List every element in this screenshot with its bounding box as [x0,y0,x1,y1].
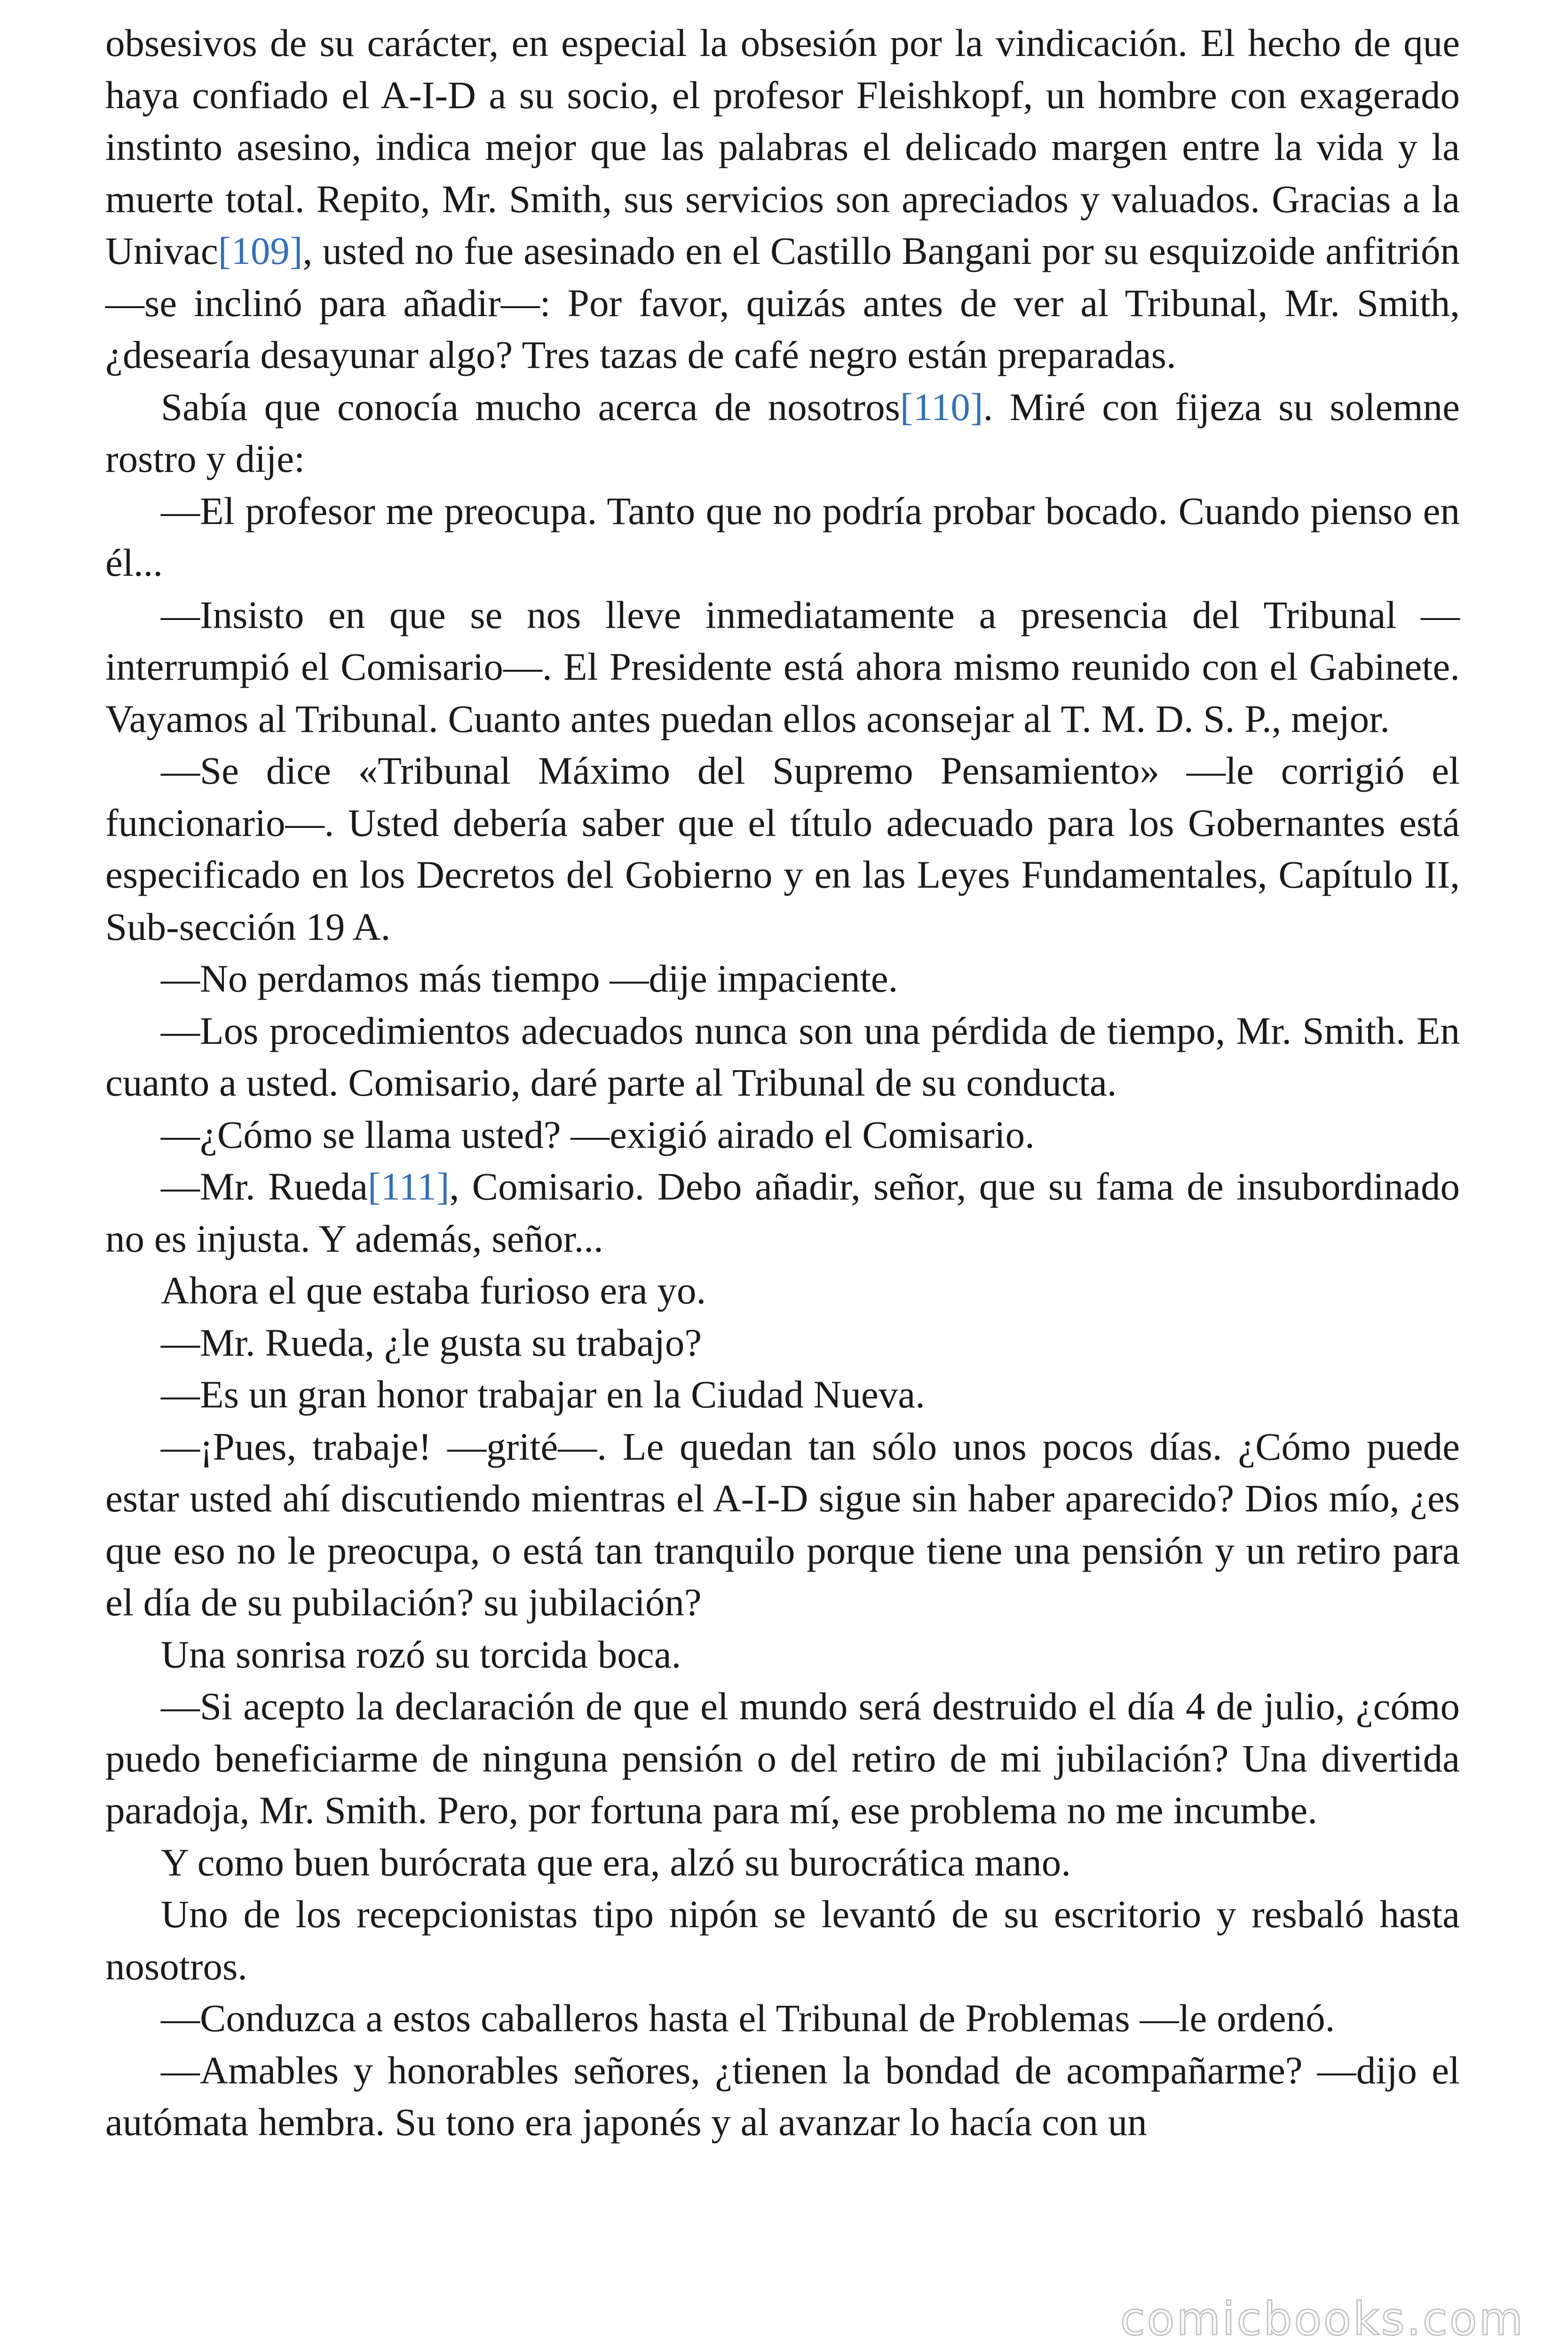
text-run: Ahora el que estaba furioso era yo. [161,1269,706,1312]
text-run: —Insisto en que se nos lleve inmediatamente a presencia del Tribunal —interrumpió el Comisario—. El Presidente está ahora mismo reunido con el Gabinete. Vayamos al Tribunal. Cuanto antes puedan ellos aconsejar al T. M. D. S. P., mejor. [105,593,1460,740]
paragraph [105,1992,1460,2044]
text-run: —El profesor me preocupa. Tanto que no podría probar bocado. Cuando pienso en él... [105,489,1460,584]
paragraph [105,1368,1460,1421]
paragraph [105,953,1460,1005]
paragraph [105,1680,1460,1836]
text-run: —Se dice «Tribunal Máximo del Supremo Pensamiento» —le corrigió el funcionario—. Usted debería saber que el título adecuado para los Gobernantes está especificado en los Decretos del Gobierno y en las Leyes Fundamentales, Capítulo II, Sub-sección 19 A. [105,749,1460,948]
paragraph [105,1836,1460,1889]
paragraph [105,2044,1460,2148]
paragraph [105,1421,1460,1629]
text-run: —¿Cómo se llama usted? —exigió airado el Comisario. [161,1112,1035,1156]
footnote-link-110[interactable]: [110] [900,385,983,429]
text-run: —Amables y honorables señores, ¿tienen la bondad de acompañarme? —dijo el autómata hembra. Su tono era japonés y al avanzar lo hacía con un [105,2048,1460,2144]
text-run: obsesivos de su carácter, en especial la obsesión por la vindicación. El hecho de que haya confiado el A-I-D a su socio, el profesor Fleishkopf, un hombre con exagerado instinto asesino, indica mejor que las palabras el delicado margen entre la vida y la muerte total. Repito, Mr. Smith, sus servicios son apreciados y valuados. Gracias a la Univac [105,21,1460,272]
text-run: Y como buen burócrata que era, alzó su burocrática mano. [161,1840,1071,1884]
book-page-text [105,17,1460,2148]
text-run: —No perdamos más tiempo —dije impaciente. [161,957,898,1000]
text-run: —Los procedimientos adecuados nunca son una pérdida de tiempo, Mr. Smith. En cuanto a usted. Comisario, daré parte al Tribunal de su conducta. [105,1009,1460,1104]
paragraph [105,589,1460,745]
paragraph [105,381,1460,485]
text-run: —Conduzca a estos caballeros hasta el Tribunal de Problemas —le ordenó. [161,1996,1335,2040]
paragraph [105,1005,1460,1109]
watermark-logo: comicbooks.com [1120,2293,1525,2345]
text-run: —Si acepto la declaración de que el mundo será destruido el día 4 de julio, ¿cómo puedo beneficiarme de ninguna pensión o del retiro de mi jubilación? Una divertida paradoja, Mr. Smith. Pero, por fortuna para mí, ese problema no me incumbe. [105,1685,1460,1832]
text-run: —Mr. Rueda [161,1165,368,1208]
text-run: —¡Pues, trabaje! —grité—. Le quedan tan sólo unos pocos días. ¿Cómo puede estar usted ahí discutiendo mientras el A-I-D sigue sin haber aparecido? Dios mío, ¿es que eso no le preocupa, o está tan tranquilo porque tiene una pensión y un retiro para el día de su pubilación? su jubilación? [105,1424,1460,1624]
paragraph [105,1160,1460,1264]
paragraph [105,1264,1460,1317]
paragraph [105,1317,1460,1369]
paragraph [105,1888,1460,1992]
paragraph [105,1109,1460,1161]
paragraph [105,1629,1460,1681]
text-run: Uno de los recepcionistas tipo nipón se levantó de su escritorio y resbaló hasta nosotros. [105,1892,1460,1988]
text-run: , usted no fue asesinado en el Castillo Bangani por su esquizoide anfitrión —se inclinó para añadir—: Por favor, quizás antes de ver al Tribunal, Mr. Smith, ¿desearía desayunar algo? Tres tazas de café negro están preparadas. [105,229,1460,376]
text-run: . Miré con fijeza su solemne rostro y dije: [105,385,1460,480]
text-run: , Comisario. Debo añadir, señor, que su fama de insubordinado no es injusta. Y además, señor... [105,1165,1460,1260]
footnote-link-111[interactable]: [111] [368,1165,450,1208]
text-run: —Mr. Rueda, ¿le gusta su trabajo? [161,1320,702,1364]
paragraph [105,17,1460,381]
text-run: —Es un gran honor trabajar en la Ciudad Nueva. [161,1373,925,1416]
text-run: Una sonrisa rozó su torcida boca. [161,1632,681,1676]
text-run: Sabía que conocía mucho acerca de nosotros [161,385,900,429]
paragraph [105,745,1460,953]
footnote-link-109[interactable]: [109] [218,229,303,272]
paragraph [105,485,1460,589]
